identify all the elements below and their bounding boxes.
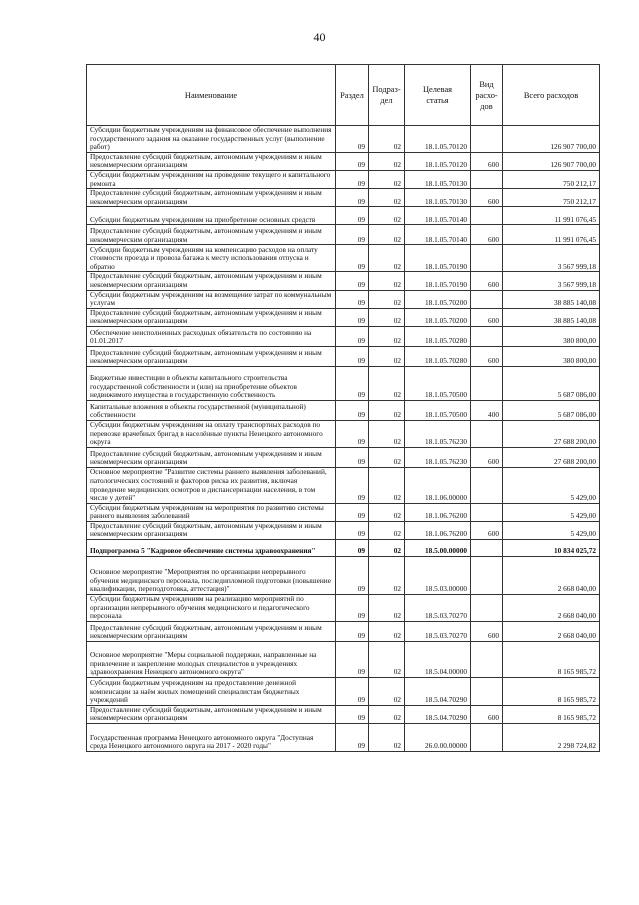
row-statya: 26.0.00.00000 — [405, 724, 471, 752]
row-podrazdel: 02 — [369, 447, 405, 467]
row-amount: 3 567 999,18 — [503, 245, 600, 272]
row-statya: 18.1.06.00000 — [405, 467, 471, 503]
table-row — [87, 326, 600, 346]
row-statya: 18.5.04.70290 — [405, 677, 471, 705]
row-amount: 38 885 140,08 — [503, 308, 600, 326]
header-vid: Вид расхо- дов — [471, 65, 503, 126]
row-amount: 2 668 040,00 — [503, 557, 600, 595]
row-amount: 10 834 025,72 — [503, 540, 600, 557]
row-statya: 18.1.05.70190 — [405, 245, 471, 272]
row-name: Предоставление субсидий бюджетным, автономным учреждениям и иным некоммерческим организациям — [87, 447, 336, 467]
page-number: 40 — [313, 30, 326, 44]
row-amount: 38 885 140,08 — [503, 290, 600, 308]
table-row — [87, 724, 600, 752]
row-razdel: 09 — [336, 595, 369, 622]
row-statya: 18.5.00.00000 — [405, 540, 471, 557]
row-amount: 380 800,00 — [503, 346, 600, 366]
row-amount: 5 687 086,00 — [503, 366, 600, 400]
table-row — [87, 346, 600, 366]
table-row — [87, 225, 600, 245]
row-vid: 600 — [471, 447, 503, 467]
table-row — [87, 366, 600, 400]
row-name: Субсидии бюджетным учреждениям на реализацию мероприятий по организации непрерывного обучения медицинского и педагогического персонала — [87, 595, 336, 622]
row-vid: 600 — [471, 346, 503, 366]
row-name: Предоставление субсидий бюджетным, автономным учреждениям и иным некоммерческим организациям — [87, 152, 336, 170]
row-name: Государственная программа Ненецкого автономного округа "Доступная среда Ненецкого автономного округа на 2017 - 2020 годы" — [87, 724, 336, 752]
row-amount: 5 687 086,00 — [503, 400, 600, 420]
row-razdel: 09 — [336, 346, 369, 366]
row-vid: 600 — [471, 705, 503, 723]
table-header-row — [87, 65, 600, 126]
row-amount: 11 991 076,45 — [503, 207, 600, 225]
row-vid — [471, 641, 503, 677]
row-statya: 18.1.05.70280 — [405, 346, 471, 366]
row-vid: 600 — [471, 621, 503, 641]
row-vid — [471, 557, 503, 595]
row-podrazdel: 02 — [369, 641, 405, 677]
row-vid — [471, 503, 503, 521]
row-vid — [471, 366, 503, 400]
row-podrazdel: 02 — [369, 467, 405, 503]
header-razdel: Раздел — [336, 65, 369, 126]
row-vid: 600 — [471, 308, 503, 326]
row-statya: 18.1.05.70120 — [405, 152, 471, 170]
row-statya: 18.1.06.76200 — [405, 521, 471, 539]
row-vid — [471, 326, 503, 346]
row-razdel: 09 — [336, 540, 369, 557]
row-razdel: 09 — [336, 621, 369, 641]
row-statya: 18.1.05.70120 — [405, 126, 471, 153]
row-amount: 750 212,17 — [503, 189, 600, 207]
row-name: Предоставление субсидий бюджетным, автономным учреждениям и иным некоммерческим организациям — [87, 225, 336, 245]
row-amount: 2 298 724,82 — [503, 724, 600, 752]
row-podrazdel: 02 — [369, 677, 405, 705]
row-amount: 126 907 700,00 — [503, 152, 600, 170]
row-razdel: 09 — [336, 641, 369, 677]
row-vid — [471, 207, 503, 225]
row-vid — [471, 595, 503, 622]
row-name: Основное мероприятие "Меры социальной поддержки, направленные на привлечение и закрепление молодых специалистов в учреждениях здравоохранения Ненецкого автономного округа" — [87, 641, 336, 677]
row-statya: 18.1.05.70130 — [405, 189, 471, 207]
row-amount: 11 991 076,45 — [503, 225, 600, 245]
row-vid: 600 — [471, 272, 503, 290]
row-razdel: 09 — [336, 677, 369, 705]
row-statya: 18.5.04.70290 — [405, 705, 471, 723]
row-podrazdel: 02 — [369, 420, 405, 447]
row-podrazdel: 02 — [369, 366, 405, 400]
row-name: Капитальные вложения в объекты государственной (муниципальной) собственности — [87, 400, 336, 420]
row-statya: 18.1.05.70500 — [405, 366, 471, 400]
row-vid — [471, 126, 503, 153]
row-name: Предоставление субсидий бюджетным, автономным учреждениям и иным некоммерческим организациям — [87, 346, 336, 366]
row-vid — [471, 677, 503, 705]
row-podrazdel: 02 — [369, 346, 405, 366]
row-amount: 750 212,17 — [503, 170, 600, 188]
row-podrazdel: 02 — [369, 225, 405, 245]
table-row — [87, 595, 600, 622]
row-name: Предоставление субсидий бюджетным, автономным учреждениям и иным некоммерческим организациям — [87, 521, 336, 539]
row-name: Субсидии бюджетным учреждениям на предоставление денежной компенсации за наём жилых помещений специалистам бюджетных учреждений — [87, 677, 336, 705]
row-name: Субсидии бюджетным учреждениям на оплату транспортных расходов по перевозке врачебных бригад в населённые пункты Ненецкого автономного округа — [87, 420, 336, 447]
table-row — [87, 447, 600, 467]
row-name: Подпрограмма 5 "Кадровое обеспечение системы здравоохранения" — [87, 540, 336, 557]
row-amount: 2 668 040,00 — [503, 621, 600, 641]
row-podrazdel: 02 — [369, 503, 405, 521]
row-name: Предоставление субсидий бюджетным, автономным учреждениям и иным некоммерческим организациям — [87, 272, 336, 290]
row-razdel: 09 — [336, 420, 369, 447]
row-amount: 27 688 200,00 — [503, 420, 600, 447]
row-podrazdel: 02 — [369, 621, 405, 641]
row-statya: 18.1.05.70200 — [405, 308, 471, 326]
table-row — [87, 207, 600, 225]
row-podrazdel: 02 — [369, 207, 405, 225]
row-vid — [471, 290, 503, 308]
row-podrazdel: 02 — [369, 152, 405, 170]
row-vid — [471, 540, 503, 557]
table-row — [87, 189, 600, 207]
row-statya: 18.1.05.76230 — [405, 447, 471, 467]
row-statya: 18.5.03.70270 — [405, 595, 471, 622]
row-podrazdel: 02 — [369, 170, 405, 188]
row-razdel: 09 — [336, 170, 369, 188]
row-statya: 18.1.06.76200 — [405, 503, 471, 521]
table-row — [87, 677, 600, 705]
row-amount: 8 165 985,72 — [503, 705, 600, 723]
row-amount: 8 165 985,72 — [503, 677, 600, 705]
row-podrazdel: 02 — [369, 290, 405, 308]
row-podrazdel: 02 — [369, 326, 405, 346]
table-row — [87, 170, 600, 188]
row-name: Основное мероприятие "Мероприятия по организации непрерывного обучения медицинского персонала, последипломной подготовки (повышение квалификации, переподготовка, аттестация)" — [87, 557, 336, 595]
row-razdel: 09 — [336, 521, 369, 539]
row-vid — [471, 420, 503, 447]
header-name: Наименование — [87, 65, 336, 126]
table-row — [87, 272, 600, 290]
row-name: Субсидии бюджетным учреждениям на мероприятия по развитию системы раннего выявления заболеваний — [87, 503, 336, 521]
row-name: Предоставление субсидий бюджетным, автономным учреждениям и иным некоммерческим организациям — [87, 705, 336, 723]
row-podrazdel: 02 — [369, 308, 405, 326]
row-name: Обеспечение неисполненных расходных обязательств по состоянию на 01.01.2017 — [87, 326, 336, 346]
table-row — [87, 503, 600, 521]
row-razdel: 09 — [336, 207, 369, 225]
table-row — [87, 400, 600, 420]
row-amount: 5 429,00 — [503, 503, 600, 521]
row-vid — [471, 245, 503, 272]
row-amount: 5 429,00 — [503, 521, 600, 539]
row-statya: 18.1.05.70200 — [405, 290, 471, 308]
row-statya: 18.5.03.00000 — [405, 557, 471, 595]
row-statya: 18.1.05.70190 — [405, 272, 471, 290]
row-name: Субсидии бюджетным учреждениям на финансовое обеспечение выполнения государственного задания на оказание государственных услуг (выполнение работ) — [87, 126, 336, 153]
row-vid: 600 — [471, 521, 503, 539]
row-statya: 18.1.05.70500 — [405, 400, 471, 420]
row-podrazdel: 02 — [369, 540, 405, 557]
row-podrazdel: 02 — [369, 189, 405, 207]
row-razdel: 09 — [336, 724, 369, 752]
row-name: Субсидии бюджетным учреждениям на компенсацию расходов на оплату стоимости проезда и провоза багажа к месту использования отпуска и обратно — [87, 245, 336, 272]
row-amount: 5 429,00 — [503, 467, 600, 503]
row-statya: 18.1.05.70280 — [405, 326, 471, 346]
row-razdel: 09 — [336, 126, 369, 153]
table-row — [87, 621, 600, 641]
row-amount: 2 668 040,00 — [503, 595, 600, 622]
row-podrazdel: 02 — [369, 245, 405, 272]
table-row — [87, 467, 600, 503]
table-row — [87, 521, 600, 539]
row-vid — [471, 170, 503, 188]
row-razdel: 09 — [336, 245, 369, 272]
budget-table — [86, 64, 600, 752]
row-name: Предоставление субсидий бюджетным, автономным учреждениям и иным некоммерческим организациям — [87, 308, 336, 326]
table-row — [87, 705, 600, 723]
table-row — [87, 420, 600, 447]
row-amount: 27 688 200,00 — [503, 447, 600, 467]
row-podrazdel: 02 — [369, 557, 405, 595]
row-statya: 18.5.03.70270 — [405, 621, 471, 641]
row-razdel: 09 — [336, 366, 369, 400]
table-row — [87, 308, 600, 326]
row-razdel: 09 — [336, 308, 369, 326]
row-name: Предоставление субсидий бюджетным, автономным учреждениям и иным некоммерческим организациям — [87, 621, 336, 641]
row-razdel: 09 — [336, 557, 369, 595]
row-podrazdel: 02 — [369, 595, 405, 622]
row-podrazdel: 02 — [369, 724, 405, 752]
row-vid: 600 — [471, 152, 503, 170]
table-row — [87, 126, 600, 153]
header-statya: Целевая статья — [405, 65, 471, 126]
row-statya: 18.1.05.76230 — [405, 420, 471, 447]
row-amount: 126 907 700,00 — [503, 126, 600, 153]
row-podrazdel: 02 — [369, 126, 405, 153]
row-podrazdel: 02 — [369, 272, 405, 290]
header-amount: Всего расходов — [503, 65, 600, 126]
row-amount: 8 165 985,72 — [503, 641, 600, 677]
row-statya: 18.1.05.70140 — [405, 207, 471, 225]
row-razdel: 09 — [336, 152, 369, 170]
row-razdel: 09 — [336, 467, 369, 503]
row-name: Субсидии бюджетным учреждениям на приобретение основных средств — [87, 207, 336, 225]
row-name: Субсидии бюджетным учреждениям на проведение текущего и капитального ремонта — [87, 170, 336, 188]
table-row — [87, 557, 600, 595]
row-statya: 18.1.05.70130 — [405, 170, 471, 188]
table-row — [87, 641, 600, 677]
row-razdel: 09 — [336, 447, 369, 467]
header-podrazdel: Подраз- дел — [369, 65, 405, 126]
row-amount: 380 800,00 — [503, 326, 600, 346]
table-row — [87, 540, 600, 557]
row-razdel: 09 — [336, 400, 369, 420]
row-name: Субсидии бюджетным учреждениям на возмещение затрат по коммунальным услугам — [87, 290, 336, 308]
row-vid: 400 — [471, 400, 503, 420]
row-name: Предоставление субсидий бюджетным, автономным учреждениям и иным некоммерческим организациям — [87, 189, 336, 207]
row-podrazdel: 02 — [369, 521, 405, 539]
table-row — [87, 245, 600, 272]
row-razdel: 09 — [336, 272, 369, 290]
row-razdel: 09 — [336, 503, 369, 521]
row-vid: 600 — [471, 189, 503, 207]
row-vid — [471, 724, 503, 752]
row-razdel: 09 — [336, 189, 369, 207]
row-razdel: 09 — [336, 225, 369, 245]
row-vid: 600 — [471, 225, 503, 245]
row-podrazdel: 02 — [369, 705, 405, 723]
table-body — [87, 126, 600, 752]
row-podrazdel: 02 — [369, 400, 405, 420]
row-vid — [471, 467, 503, 503]
row-statya: 18.1.05.70140 — [405, 225, 471, 245]
row-razdel: 09 — [336, 326, 369, 346]
row-name: Бюджетные инвестиции в объекты капитального строительства государственной собственности и (или) на приобретение объектов недвижимого имущества в государственную собственность — [87, 366, 336, 400]
row-amount: 3 567 999,18 — [503, 272, 600, 290]
row-name: Основное мероприятие "Развитие системы раннего выявления заболеваний, патологических состояний и факторов риска их развития, включая проведение медицинских осмотров и диспансеризации населения, в том числе у детей" — [87, 467, 336, 503]
row-statya: 18.5.04.00000 — [405, 641, 471, 677]
table-row — [87, 152, 600, 170]
row-razdel: 09 — [336, 705, 369, 723]
row-razdel: 09 — [336, 290, 369, 308]
table-row — [87, 290, 600, 308]
